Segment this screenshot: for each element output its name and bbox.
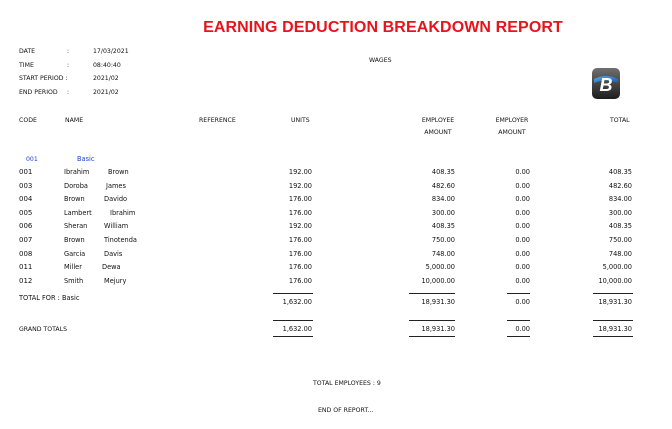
- row-total: 300.00: [608, 208, 632, 217]
- row-last-name: Ibrahim: [110, 208, 136, 217]
- logo-letter: B: [599, 75, 613, 95]
- row-units: 192.00: [288, 181, 312, 190]
- total-grand-rule-bottom: [593, 336, 633, 337]
- row-first-name: Sheran: [64, 222, 88, 231]
- col-employee-amount-1: EMPLOYEE: [421, 117, 455, 124]
- row-code: 004: [19, 195, 33, 204]
- row-employee-amount: 408.35: [431, 222, 455, 231]
- row-first-name: Doroba: [64, 181, 88, 190]
- row-employer-amount: 0.00: [515, 222, 530, 231]
- group-total-units: 1,632.00: [282, 298, 312, 306]
- row-code: 007: [19, 236, 33, 244]
- row-employer-amount: 0.00: [515, 168, 530, 176]
- report-subtitle: WAGES: [369, 57, 392, 64]
- row-last-name: Dewa: [102, 263, 121, 272]
- row-last-name: James: [106, 181, 126, 190]
- meta-start-period-value: 2021/02: [93, 75, 119, 82]
- group-name: Basic: [77, 155, 95, 163]
- row-total: 834.00: [608, 195, 632, 204]
- employee-grand-rule-bottom: [409, 336, 455, 337]
- row-employer-amount: 0.00: [515, 195, 530, 204]
- employer-subtotal-rule: [507, 293, 530, 294]
- employee-subtotal-rule: [409, 293, 455, 294]
- grand-total-total: 18,931.30: [598, 325, 632, 333]
- row-first-name: Brown: [64, 236, 85, 244]
- row-units: 192.00: [288, 168, 312, 176]
- row-last-name: Mejury: [104, 276, 127, 285]
- row-units: 176.00: [288, 263, 312, 272]
- row-employer-amount: 0.00: [515, 263, 530, 272]
- employer-grand-rule-bottom: [507, 336, 530, 337]
- row-units: 176.00: [288, 276, 312, 285]
- row-employee-amount: 10,000.00: [421, 276, 455, 285]
- col-employer-amount-2: AMOUNT: [498, 129, 526, 136]
- meta-time-label: TIME: [19, 62, 34, 69]
- row-employer-amount: 0.00: [515, 181, 530, 190]
- group-total-employee: 18,931.30: [421, 298, 455, 306]
- row-total: 750.00: [608, 236, 632, 244]
- row-employee-amount: 5,000.00: [425, 263, 455, 272]
- row-units: 176.00: [288, 236, 312, 244]
- row-employee-amount: 300.00: [431, 208, 455, 217]
- row-employee-amount: 482.60: [431, 181, 455, 190]
- row-employer-amount: 0.00: [515, 249, 530, 258]
- end-of-report: END OF REPORT...: [318, 407, 374, 414]
- col-name: NAME: [65, 117, 84, 124]
- row-code: 001: [19, 168, 33, 176]
- row-code: 012: [19, 276, 33, 285]
- grand-total-employee: 18,931.30: [421, 325, 455, 333]
- meta-start-period-label: START PERIOD :: [19, 75, 68, 82]
- row-code: 008: [19, 249, 33, 258]
- row-first-name: Garcia: [64, 249, 86, 258]
- col-units: UNITS: [291, 117, 310, 124]
- meta-end-period-value: 2021/02: [93, 89, 119, 96]
- grand-total-employer: 0.00: [515, 325, 530, 333]
- meta-end-period-label: END PERIOD: [19, 89, 58, 96]
- meta-time-sep: :: [67, 62, 70, 69]
- row-employer-amount: 0.00: [515, 276, 530, 285]
- row-first-name: Ibrahim: [64, 168, 90, 176]
- row-total: 10,000.00: [598, 276, 632, 285]
- row-first-name: Miller: [64, 263, 82, 272]
- meta-end-period-sep: :: [67, 89, 70, 96]
- total-grand-rule: [593, 320, 633, 321]
- employee-grand-rule: [409, 320, 455, 321]
- report-title: EARNING DEDUCTION BREAKDOWN REPORT: [203, 19, 563, 36]
- row-employee-amount: 834.00: [431, 195, 455, 204]
- col-code: CODE: [19, 117, 37, 124]
- row-total: 482.60: [608, 181, 632, 190]
- row-total: 748.00: [608, 249, 632, 258]
- row-last-name: Davis: [104, 249, 123, 258]
- grand-total-label: GRAND TOTALS: [19, 326, 67, 333]
- row-code: 005: [19, 208, 33, 217]
- units-subtotal-rule: [273, 293, 313, 294]
- row-employer-amount: 0.00: [515, 236, 530, 244]
- meta-time-value: 08:40:40: [93, 62, 121, 69]
- total-employees: TOTAL EMPLOYEES : 9: [313, 380, 381, 387]
- row-first-name: Smith: [64, 276, 84, 285]
- row-employee-amount: 748.00: [431, 249, 455, 258]
- group-total-employer: 0.00: [515, 298, 530, 306]
- row-code: 011: [19, 263, 33, 272]
- row-total: 5,000.00: [602, 263, 632, 272]
- col-employer-amount-1: EMPLOYER: [495, 117, 529, 124]
- row-first-name: Brown: [64, 195, 85, 204]
- group-code: 001: [26, 156, 38, 163]
- row-first-name: Lambert: [64, 208, 92, 217]
- row-last-name: Davido: [104, 195, 128, 204]
- employer-grand-rule: [507, 320, 530, 321]
- total-subtotal-rule: [593, 293, 633, 294]
- group-total-total: 18,931.30: [598, 298, 632, 306]
- meta-date-sep: :: [67, 48, 70, 55]
- col-reference: REFERENCE: [199, 117, 236, 124]
- row-code: 003: [19, 181, 33, 190]
- row-units: 176.00: [288, 208, 312, 217]
- row-last-name: Tinotenda: [104, 236, 137, 244]
- row-units: 176.00: [288, 195, 312, 204]
- units-grand-rule-bottom: [273, 336, 313, 337]
- meta-date-value: 17/03/2021: [93, 48, 129, 55]
- company-logo-icon: [591, 67, 621, 100]
- units-grand-rule: [273, 320, 313, 321]
- row-total: 408.35: [608, 222, 632, 231]
- group-total-label: TOTAL FOR : Basic: [19, 294, 80, 302]
- row-total: 408.35: [608, 168, 632, 176]
- row-employee-amount: 408.35: [431, 168, 455, 176]
- meta-date-label: DATE: [19, 48, 36, 55]
- row-code: 006: [19, 222, 33, 231]
- grand-total-units: 1,632.00: [282, 325, 312, 333]
- row-employer-amount: 0.00: [515, 208, 530, 217]
- row-last-name: William: [104, 222, 129, 231]
- row-employee-amount: 750.00: [431, 236, 455, 244]
- col-total: TOTAL: [610, 117, 630, 124]
- row-units: 192.00: [288, 222, 312, 231]
- row-last-name: Brown: [108, 168, 129, 176]
- row-units: 176.00: [288, 249, 312, 258]
- col-employee-amount-2: AMOUNT: [424, 129, 452, 136]
